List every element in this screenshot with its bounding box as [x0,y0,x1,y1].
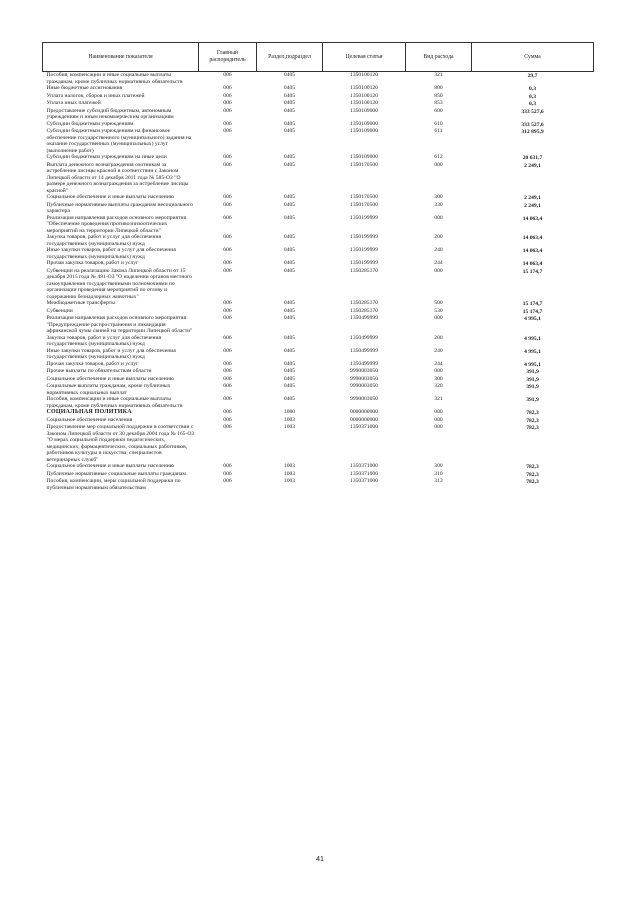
table-row [43,315,594,335]
row-kind: 200 [434,334,443,341]
table-row [43,300,594,308]
table-row [43,424,594,463]
row-section: 0405 [283,107,296,114]
row-sum: 782,3 [526,425,539,431]
row-main-manager: 006 [223,347,232,354]
row-main-manager: 006 [223,107,232,114]
row-main-manager: 006 [223,463,232,469]
row-section: 1003 [283,463,296,469]
row-target: 1350109000 [350,120,378,127]
row-target: 1350100120 [350,100,378,106]
row-section: 0405 [283,307,296,314]
row-target: 0000000000 [350,416,378,423]
row-kind: 300 [434,375,443,382]
row-kind: 850 [434,92,443,99]
table-row [43,234,594,247]
row-name: СОЦИАЛЬНАЯ ПОЛИТИКА [46,409,132,415]
row-name: Предоставление мер социальной поддержки в соответствии с Законом Липецкой области от 30 декабря 2004 года № 165-ОЗ "О мерах социальной поддержки педагогических, медицинских, фармацевтических, социальных работников, работников культуры и искусства, специалистов ветеринарных служб" [46,424,195,463]
table-row [43,202,594,215]
row-sum: 14 063,4 [522,215,543,222]
row-sum: 15 174,7 [522,301,543,307]
row-main-manager: 006 [223,307,232,314]
row-kind: 321 [434,72,443,78]
row-target: 9990003050 [350,396,378,402]
row-name: Иные закупки товаров, работ и услуг для обеспечения государственных (муниципальных) нужд [46,247,176,260]
row-main-manager: 006 [223,260,232,266]
table-row [43,247,594,260]
row-kind: 321 [434,396,443,402]
header-name: Наименование показателя [43,43,199,72]
row-name: Субсидии бюджетным учреждениям [46,120,134,127]
row-section: 0405 [283,128,296,134]
row-main-manager: 006 [223,470,232,477]
row-sum: 14 063,4 [522,261,543,267]
row-target: 1350285170 [350,307,378,314]
row-target: 1350371000 [350,463,378,469]
row-name: Публичные нормативные выплаты гражданам несоциального характера [46,201,194,214]
row-section: 0405 [283,234,296,240]
table-row [43,85,594,93]
row-name: Публичные нормативные социальные выплаты гражданам [46,470,186,477]
row-target: 9990003050 [350,368,378,374]
row-kind: 000 [434,315,443,321]
row-main-manager: 006 [223,360,232,367]
row-main-manager: 006 [223,100,232,106]
row-section: 1003 [283,416,296,423]
row-sum: 782,3 [526,479,539,485]
table-row [43,471,594,479]
row-main-manager: 006 [223,194,232,200]
page-number: 41 [316,856,324,863]
row-kind: 000 [434,409,443,415]
row-section: 0405 [283,214,296,221]
row-main-manager: 006 [223,161,232,168]
row-target: 9990003050 [350,375,378,382]
row-sum: 391,9 [526,397,539,403]
row-main-manager: 006 [223,72,232,78]
row-main-manager: 006 [223,234,232,240]
row-sum: 15 174,7 [522,268,543,275]
row-target: 1350499999 [350,315,378,321]
row-section: 0405 [283,260,296,266]
row-sum: 2 249,1 [524,162,541,169]
row-name: Субсидии бюджетным учреждениям на иные цели [46,154,167,160]
row-name: Социальное обеспечение и иные выплаты населению [46,194,174,200]
row-kind: 244 [434,260,443,266]
row-main-manager: 006 [223,409,232,415]
row-target: 0000000000 [350,409,378,415]
row-kind: 320 [434,383,443,389]
row-name: Субвенции [46,307,73,314]
row-target: 9990003050 [350,383,378,389]
row-section: 0405 [283,383,296,389]
table-row [43,368,594,376]
row-target: 1350371000 [350,424,378,430]
row-section: 0405 [283,201,296,208]
row-name: Прочая закупка товаров, работ и услуг [46,360,139,367]
row-name: Пособия, компенсации, меры социальной поддержки по публичным нормативным обязательствам [46,478,181,491]
row-name: Закупка товаров, работ и услуг для обеспечения государственных (муниципальных) нужд [46,334,162,347]
row-kind: 611 [434,128,443,134]
row-section: 0405 [283,360,296,367]
row-kind: 240 [434,347,443,354]
row-name: Предоставление субсидий бюджетным, автономным учреждениям и иным некоммерческим организациям [46,107,174,120]
row-target: 1350109000 [350,128,378,134]
row-sum: 4 995,1 [524,361,541,368]
row-main-manager: 006 [223,214,232,221]
row-target: 1350109000 [350,154,378,160]
header-section: Раздел,подраздел [257,43,323,72]
row-section: 0405 [283,347,296,354]
row-name: Пособия, компенсации и иные социальные выплаты гражданам, кроме публичных нормативных обязательств [46,396,183,409]
row-section: 0405 [283,267,296,274]
row-kind: 310 [434,470,443,477]
row-section: 1003 [283,470,296,477]
table-row [43,100,594,108]
table-row [43,215,594,235]
row-main-manager: 006 [223,85,232,91]
row-name: Уплата налогов, сборов и иных платежей [46,92,145,99]
row-section: 0405 [283,368,296,374]
row-name: Прочие выплаты по обязательствам области [46,368,152,374]
row-kind: 000 [434,267,443,274]
row-name: Прочая закупка товаров, работ и услуг [46,260,139,266]
row-sum: 391,9 [526,369,539,375]
row-main-manager: 006 [223,154,232,160]
row-section: 1003 [283,424,296,430]
row-target: 1350170500 [350,201,378,208]
row-sum: 29,7 [527,73,538,79]
table-row [43,348,594,361]
row-main-manager: 006 [223,424,232,430]
row-target: 1350371000 [350,478,378,484]
table-row [43,93,594,101]
row-sum: 15 174,7 [522,308,543,315]
row-target: 1350170500 [350,161,378,168]
row-sum: 333 527,6 [521,108,544,115]
row-section: 0405 [283,161,296,168]
table-row [43,463,594,471]
row-main-manager: 006 [223,478,232,484]
row-name: Реализация направления расходов основного мероприятия "Обеспечение проведения противоэпизоотических мероприятий на территории Липецкой области" [46,214,187,234]
row-section: 0405 [283,100,296,106]
row-sum: 782,3 [526,410,539,416]
row-main-manager: 006 [223,334,232,341]
table-body [43,72,594,492]
row-target: 1350371000 [350,470,378,477]
header-sum: Сумма [472,43,594,72]
row-kind: 610 [434,120,443,127]
row-target: 1350199999 [350,214,378,221]
row-kind: 300 [434,194,443,200]
row-target: 1350499999 [350,347,378,354]
row-kind: 240 [434,247,443,253]
row-kind: 600 [434,107,443,114]
row-sum: 2 249,1 [524,195,541,201]
row-sum: 4 995,1 [524,348,541,355]
row-name: Социальные выплаты гражданам, кроме публичных нормативных социальных выплат [46,383,171,396]
table-row [43,335,594,348]
row-sum: 2 249,1 [524,202,541,209]
row-name: Социальное обеспечение и иные выплаты населению [46,463,174,469]
row-kind: 853 [434,100,443,106]
row-kind: 330 [434,201,443,208]
row-main-manager: 006 [223,247,232,253]
row-name: Уплата иных платежей [46,100,101,106]
table-row [43,409,594,417]
row-section: 0405 [283,300,296,306]
row-section: 0405 [283,247,296,253]
row-name: Иные бюджетные ассигнования [46,85,123,91]
row-target: 1350285170 [350,267,378,274]
row-target: 1350199999 [350,260,378,266]
row-name: Социальное обеспечение и иные выплаты населению [46,375,174,382]
row-section: 0405 [283,194,296,200]
row-target: 1350100120 [350,92,378,99]
row-kind: 800 [434,85,443,91]
row-name: Социальное обеспечение населения [46,416,133,423]
row-main-manager: 006 [223,267,232,274]
row-main-manager: 006 [223,416,232,423]
row-section: 1000 [283,409,296,415]
row-section: 0405 [283,85,296,91]
row-name: Выплата денежного вознаграждения охотникам за истребление лисицы красной в соответствии с Законом Липецкой области от 14 декабря 2011 года № 585-ОЗ "О размере денежного вознаграждения за истребление лисицы красной" [46,161,189,194]
row-kind: 612 [434,154,443,160]
row-sum: 391,9 [526,384,539,390]
row-section: 0405 [283,154,296,160]
row-main-manager: 006 [223,120,232,127]
row-section: 0405 [283,315,296,321]
table-row [43,376,594,384]
row-sum: 0,3 [529,101,536,107]
table-row [43,194,594,202]
row-kind: 313 [434,478,443,484]
row-name: Субвенции на реализацию Закона Липецкой области от 15 декабря 2015 года № 481-ОЗ "О наделении органов местного самоуправления государственными полномочиями по организации проведения мероприятий по отлову и содержанию безнадзорных животных" [46,267,193,300]
row-sum: 4 995,1 [524,316,541,322]
row-sum: 4 995,1 [524,335,541,342]
table-row [43,417,594,425]
table-row [43,154,594,162]
row-main-manager: 006 [223,92,232,99]
table-row [43,108,594,121]
row-main-manager: 006 [223,396,232,402]
table-row [43,72,594,86]
table-row [43,383,594,396]
table-row [43,268,594,301]
row-main-manager: 006 [223,375,232,382]
row-kind: 500 [434,300,443,306]
row-name: Закупка товаров, работ и услуг для обеспечения государственных (муниципальных) нужд [46,234,162,247]
row-target: 1350100120 [350,72,378,78]
row-main-manager: 006 [223,368,232,374]
row-target: 1350499999 [350,334,378,341]
row-main-manager: 006 [223,300,232,306]
row-section: 0405 [283,396,296,402]
table-header [43,43,594,72]
row-sum: 333 527,6 [521,121,544,128]
header-main-manager: Главный распорядитель [199,43,257,72]
row-kind: 000 [434,368,443,374]
header-kind: Вид расхода [406,43,472,72]
row-sum: 0,3 [529,93,536,100]
row-section: 0405 [283,375,296,382]
row-name: Межбюджетные трансферты [46,300,115,306]
row-sum: 0,3 [529,86,536,92]
table-row [43,260,594,268]
row-name: Иные закупки товаров, работ и услуг для обеспечения государственных (муниципальных) нужд [46,347,176,360]
row-section: 0405 [283,92,296,99]
row-sum: 14 063,4 [522,235,543,241]
row-target: 1350199999 [350,234,378,240]
row-kind: 300 [434,463,443,469]
row-target: 1350170500 [350,194,378,200]
row-sum: 782,3 [526,471,539,478]
row-kind: 200 [434,234,443,240]
row-main-manager: 006 [223,315,232,321]
row-section: 1003 [283,478,296,484]
row-name: Реализация направления расходов основного мероприятия "Предупреждение распространения и ликвидация африканской чумы свиней на территории Липецкой области" [46,315,193,334]
row-sum: 20 631,7 [522,155,543,161]
row-target: 1350109000 [350,107,378,114]
row-name: Субсидии бюджетным учреждениям на финансовое обеспечение государственного (муниципального) задания на оказание государственных (муниципальных) услуг (выполнение работ) [46,128,192,154]
row-kind: 244 [434,360,443,367]
header-target: Целевая статья [323,43,406,72]
row-section: 0405 [283,334,296,341]
row-section: 0405 [283,72,296,78]
row-kind: 000 [434,161,443,168]
row-target: 1350100120 [350,85,378,91]
row-main-manager: 006 [223,128,232,134]
row-sum: 782,3 [526,417,539,424]
table-row [43,396,594,409]
row-target: 1350199999 [350,247,378,253]
row-sum: 14 063,4 [522,248,543,254]
budget-table [42,42,594,491]
row-kind: 000 [434,416,443,423]
row-target: 1350285170 [350,300,378,306]
row-sum: 391,9 [526,376,539,383]
table-row [43,162,594,195]
table-row [43,121,594,129]
row-kind: 000 [434,214,443,221]
row-name: Пособия, компенсации и иные социальные выплаты гражданам, кроме публичных нормативных обязательств [46,72,183,85]
row-target: 1350499999 [350,360,378,367]
row-sum: 782,3 [526,464,539,470]
table-row [43,308,594,316]
table-row [43,478,594,491]
table-row [43,361,594,369]
row-kind: 530 [434,307,443,314]
row-main-manager: 006 [223,383,232,389]
row-section: 0405 [283,120,296,127]
table-row [43,128,594,154]
row-kind: 000 [434,424,443,430]
row-sum: 312 895,9 [521,129,544,135]
row-main-manager: 006 [223,201,232,208]
